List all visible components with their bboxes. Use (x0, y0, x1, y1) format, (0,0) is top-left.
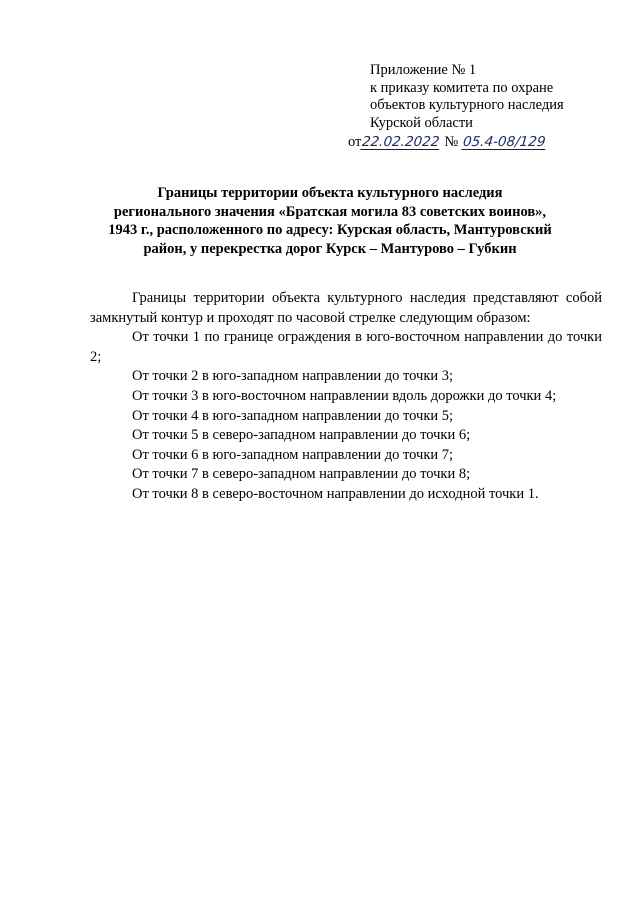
title-line: Границы территории объекта культурного наследия (157, 185, 503, 201)
order-number-sign: № (444, 134, 459, 150)
order-reference (348, 133, 608, 151)
boundary-segment: От точки 6 в юго-западном направлении до точки 7; (132, 446, 454, 463)
boundary-segment: От точки 2 в юго-западном направлении до точки 3; (132, 368, 454, 385)
boundary-segment: От точки 3 в юго-восточном направлении вдоль дорожки до точки 4; (132, 387, 557, 404)
appendix-line-committee: объектов культурного наследия (370, 97, 564, 113)
order-date-handwritten: 22.02.2022 (361, 134, 441, 150)
intro-paragraph: Границы территории объекта культурного наследия представляют собой замкнутый контур и проходят по часовой стрелке следующим образом: (90, 290, 602, 326)
appendix-title: Приложение № 1 (370, 62, 477, 78)
title-line: район, у перекрестка дорог Курск – Мантурово – Губкин (143, 240, 517, 257)
boundary-segment: От точки 7 в северо-западном направлении до точки 8; (132, 466, 471, 483)
appendix-line-region: Курской области (370, 114, 473, 131)
appendix-line-order: к приказу комитета по охране (370, 79, 554, 96)
appendix-header (370, 62, 620, 132)
document-body (90, 289, 602, 505)
boundary-segment: От точки 5 в северо-западном направлении до точки 6; (132, 427, 471, 444)
order-number-handwritten: 05.4-08/129 (462, 134, 547, 150)
boundary-segment: От точки 4 в юго-западном направлении до точки 5; (132, 407, 454, 424)
boundary-segment: От точки 8 в северо-восточном направлении до исходной точки 1. (132, 485, 539, 502)
boundary-segment: От точки 1 по границе ограждения в юго-восточном направлении до точки 2; (90, 329, 602, 365)
document-title (60, 184, 600, 258)
title-line: 1943 г., расположенного по адресу: Курская область, Мантуровский (108, 222, 552, 238)
boundary-description-list (90, 328, 602, 504)
title-line: регионального значения «Братская могила 83 советских воинов», (113, 203, 547, 220)
order-prefix: от (348, 134, 362, 150)
